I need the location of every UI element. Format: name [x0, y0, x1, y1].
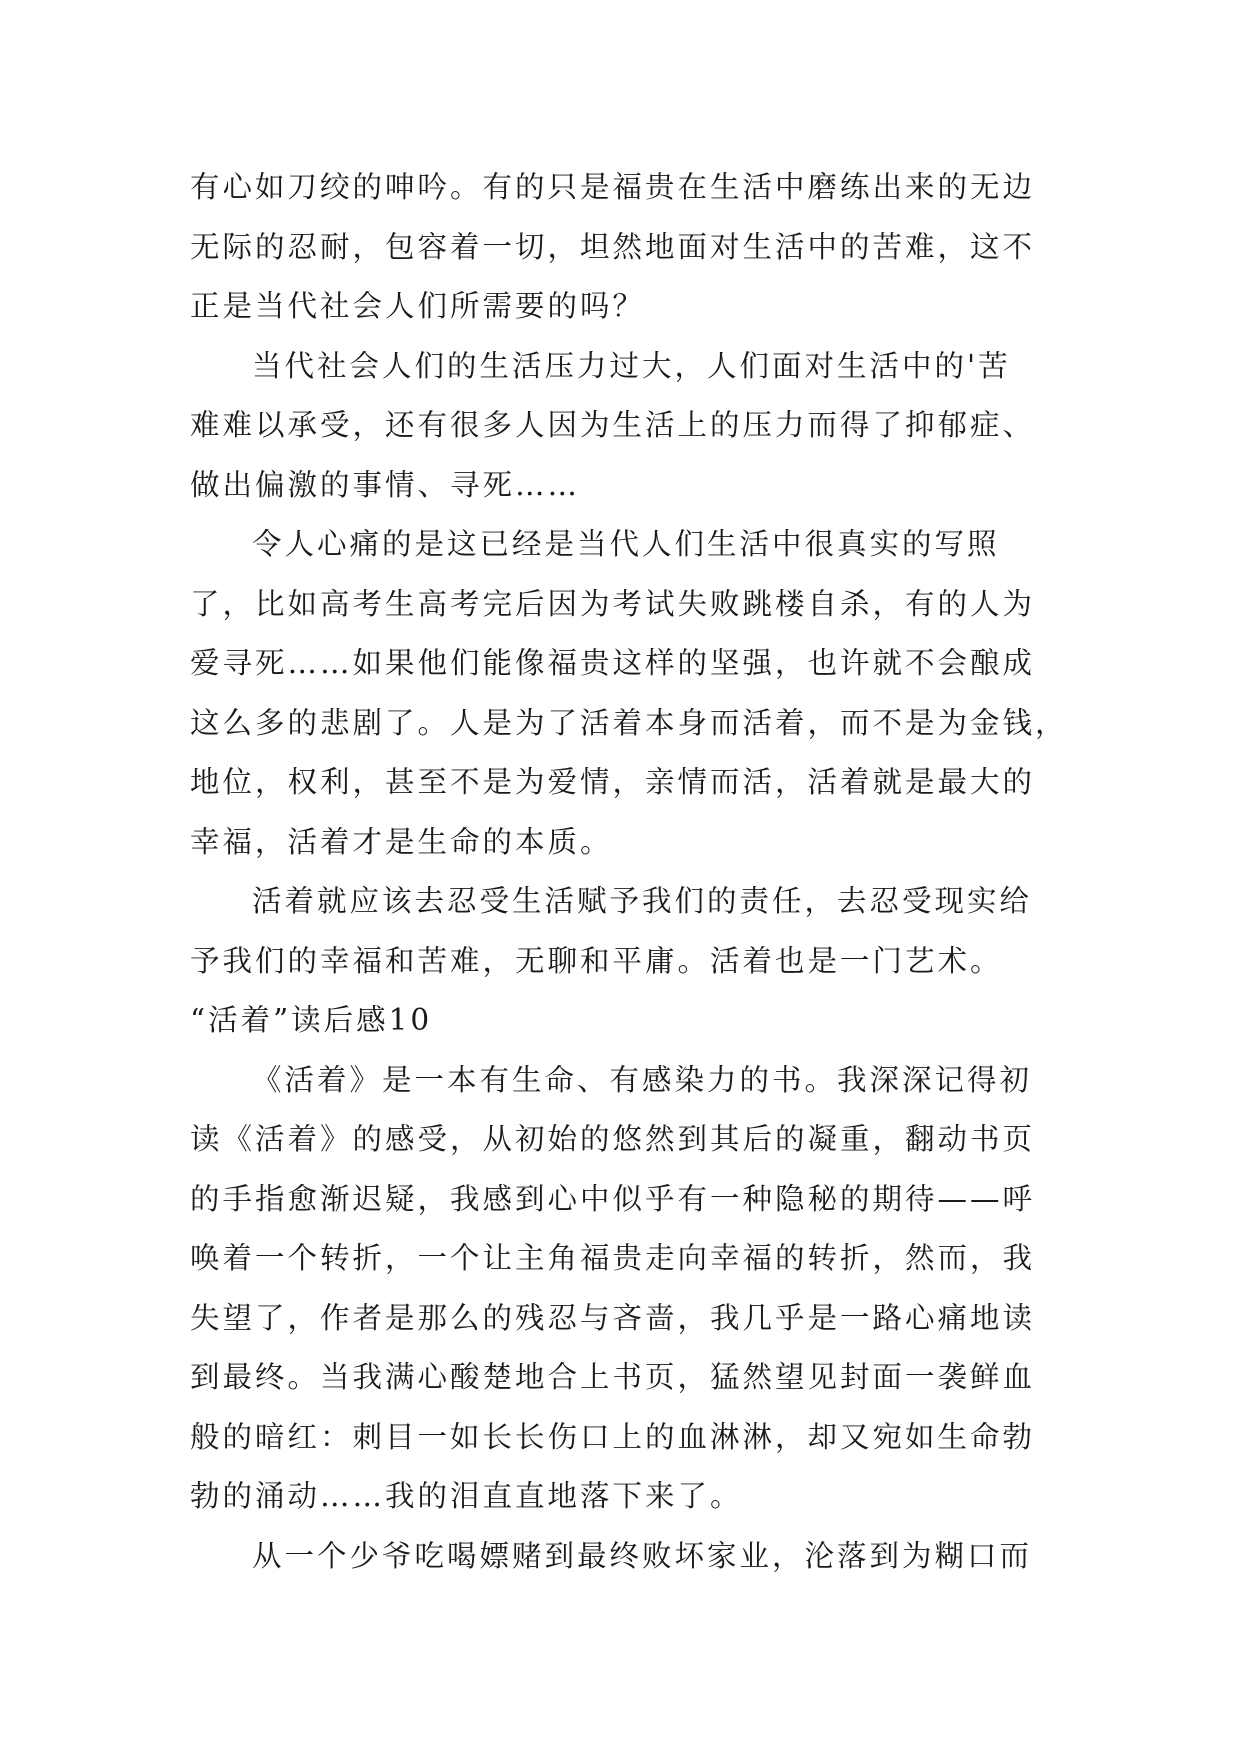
text-line: 的手指愈渐迟疑，我感到心中似乎有一种隐秘的期待——呼 [190, 1181, 1036, 1216]
text-line: 难难以承受，还有很多人因为生活上的压力而得了抑郁症、 [190, 408, 1036, 442]
body-text [190, 158, 1070, 1586]
text-line: 到最终。当我满心酸楚地合上书页，猛然望见封面一袭鲜血 [190, 1360, 1036, 1394]
text-line: 有心如刀绞的呻吟。有的只是福贵在生活中磨练出来的无边 [190, 170, 1036, 204]
text-line: 了，比如高考生高考完后因为考试失败跳楼自杀，有的人为 [190, 586, 1036, 621]
text-line: 爱寻死……如果他们能像福贵这样的坚强，也许就不会酿成 [190, 646, 1036, 680]
text-line: 无际的忍耐，包容着一切，坦然地面对生活中的苦难，这不 [190, 229, 1036, 264]
text-line: 读《活着》的感受，从初始的悠然到其后的凝重，翻动书页 [190, 1122, 1036, 1156]
text-line: 这么多的悲剧了。人是为了活着本身而活着，而不是为金钱， [190, 705, 1068, 740]
section-heading: “活着”读后感10 [190, 1003, 433, 1037]
text-line: 从一个少爷吃喝嫖赌到最终败坏家业，沦落到为糊口而 [252, 1538, 1033, 1573]
text-line: 失望了，作者是那么的残忍与吝啬，我几乎是一路心痛地读 [190, 1300, 1036, 1335]
text-line: 唤着一个转折，一个让主角福贵走向幸福的转折，然而，我 [190, 1241, 1036, 1275]
text-line: 予我们的幸福和苦难，无聊和平庸。活着也是一门艺术。 [190, 943, 1003, 978]
text-line: 当代社会人们的生活压力过大，人们面对生活中的'苦 [252, 348, 1011, 383]
text-line: 勃的涌动……我的泪直直地落下来了。 [190, 1479, 743, 1513]
text-line: 活着就应该去忍受生活赋予我们的责任，去忍受现实给 [252, 884, 1033, 918]
text-line: 幸福，活着才是生命的本质。 [190, 824, 613, 859]
text-line: 般的暗红：刺目一如长长伤口上的血淋淋，却又宛如生命勃 [190, 1419, 1036, 1454]
text-line: 令人心痛的是这已经是当代人们生活中很真实的写照 [252, 527, 1000, 561]
text-line: 地位，权利，甚至不是为爱情，亲情而活，活着就是最大的 [190, 765, 1036, 799]
text-line: 《活着》是一本有生命、有感染力的书。我深深记得初 [252, 1062, 1033, 1097]
text-line: 正是当代社会人们所需要的吗？ [190, 289, 646, 323]
text-line: 做出偏激的事情、寻死…… [190, 467, 581, 502]
